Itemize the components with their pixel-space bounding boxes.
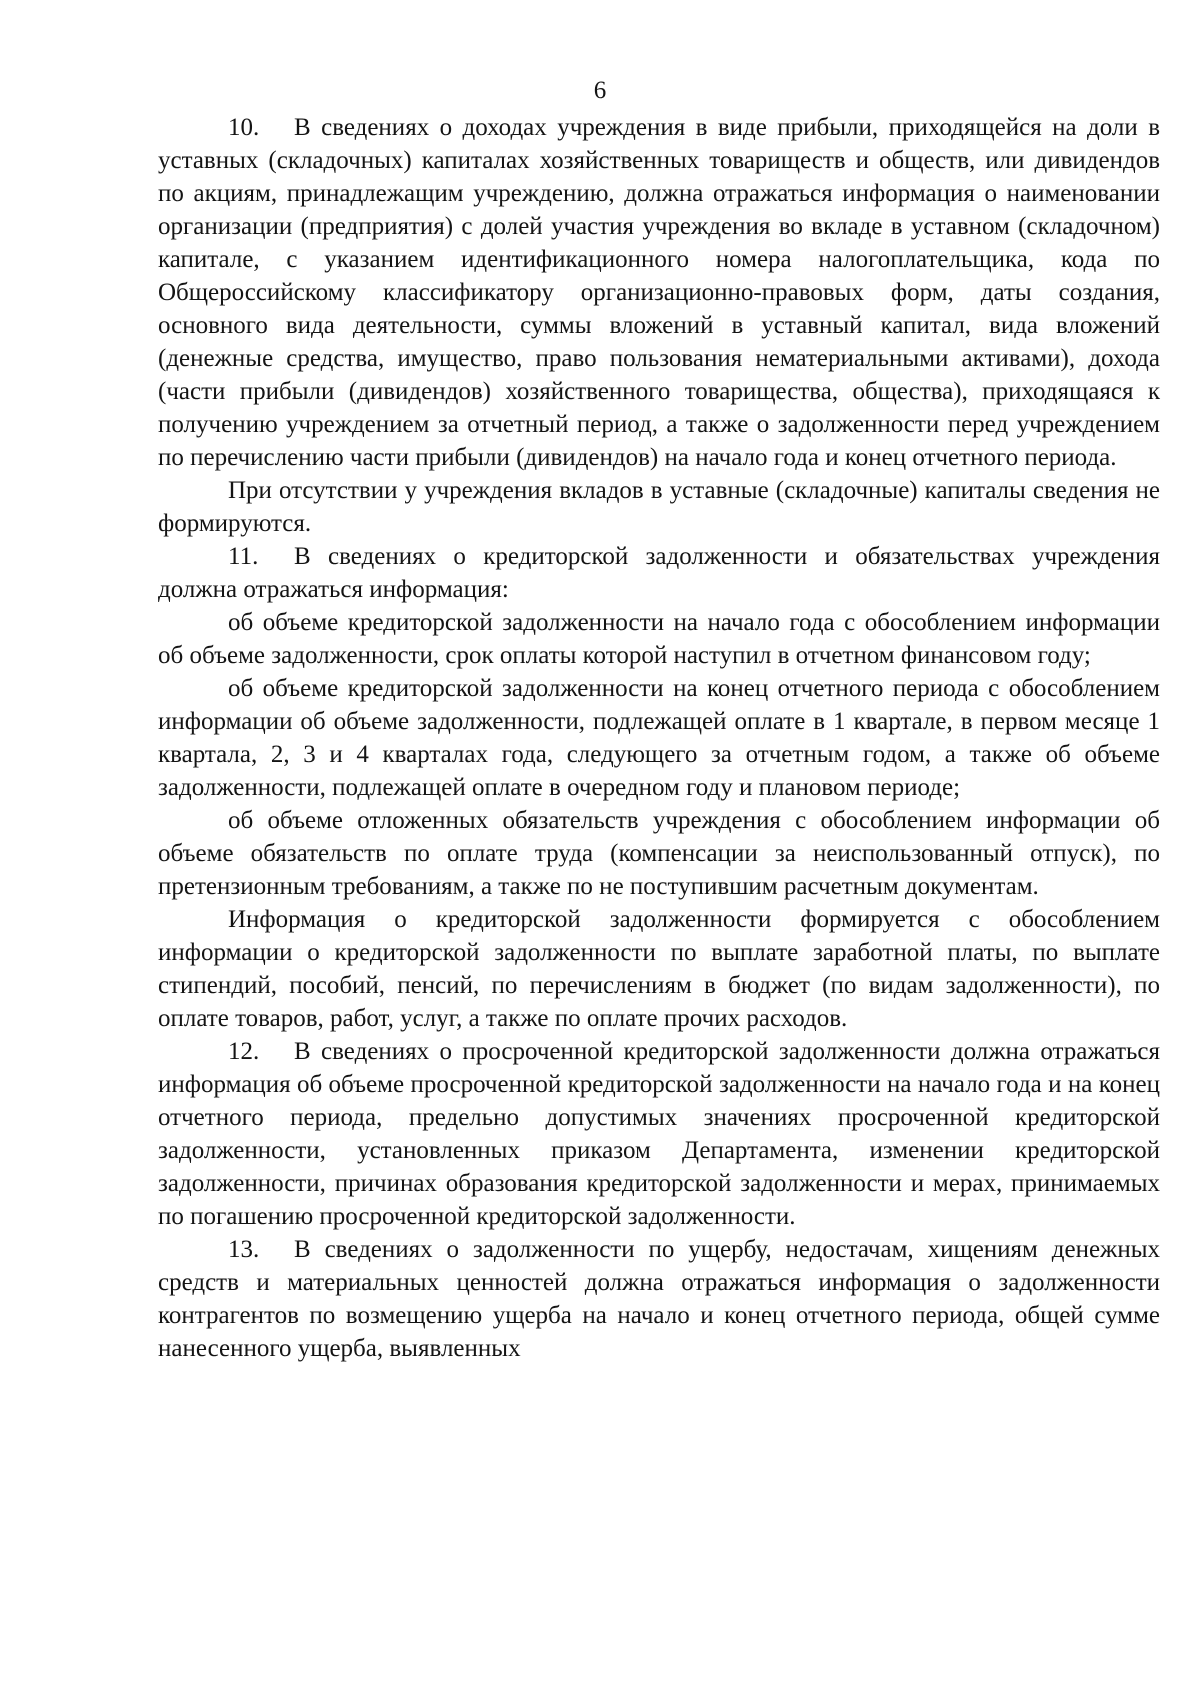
paragraph-payables-info <box>158 903 1160 1035</box>
paragraph-item-start-of-year <box>158 606 1160 672</box>
paragraph-number: 11. <box>228 543 259 570</box>
paragraph-text: об объеме кредиторской задолженности на начало года с обособлением информации об объеме задолженности, срок оплаты которой наступил в отчетном финансовом году; <box>158 609 1160 669</box>
paragraph-text: При отсутствии у учреждения вкладов в уставные (складочные) капиталы сведения не формируются. <box>158 477 1160 537</box>
paragraph-number: 13. <box>228 1236 260 1263</box>
paragraph-text: об объеме отложенных обязательств учреждения с обособлением информации об объеме обязательств по оплате труда (компенсации за неиспользованный отпуск), по претензионным требованиям, а также по не поступившим расчетным документам. <box>158 807 1160 900</box>
paragraph-text: В сведениях о кредиторской задолженности и обязательствах учреждения должна отражаться информация: <box>158 543 1160 603</box>
document-body <box>158 111 1160 1365</box>
paragraph-10 <box>158 111 1160 474</box>
paragraph-text: Информация о кредиторской задолженности формируется с обособлением информации о кредиторской задолженности по выплате заработной платы, по выплате стипендий, пособий, пенсий, по перечислениям в бюджет (по видам задолженности), по оплате товаров, работ, услуг, а также по оплате прочих расходов. <box>158 906 1160 1032</box>
paragraph-number: 12. <box>228 1038 260 1065</box>
paragraph-number: 10. <box>228 114 260 141</box>
paragraph-12 <box>158 1035 1160 1233</box>
paragraph-11 <box>158 540 1160 606</box>
page-number: 6 <box>593 77 607 104</box>
paragraph-13 <box>158 1233 1160 1365</box>
paragraph-text: об объеме кредиторской задолженности на конец отчетного периода с обособлением информации об объеме задолженности, подлежащей оплате в 1 квартале, в первом месяце 1 квартала, 2, 3 и 4 кварталах года, следующего за отчетным годом, а также об объеме задолженности, подлежащей оплате в очередном году и плановом периоде; <box>158 675 1160 801</box>
paragraph-item-deferred <box>158 804 1160 903</box>
paragraph-text: В сведениях о просроченной кредиторской задолженности должна отражаться информация об объеме просроченной кредиторской задолженности на начало года и на конец отчетного периода, предельно допустимых значениях просроченной кредиторской задолженности, установленных приказом Департамента, изменении кредиторской задолженности, причинах образования кредиторской задолженности и мерах, принимаемых по погашению просроченной кредиторской задолженности. <box>158 1038 1160 1230</box>
paragraph-text: В сведениях о доходах учреждения в виде прибыли, приходящейся на доли в уставных (складочных) капиталах хозяйственных товариществ и обществ, или дивидендов по акциям, принадлежащим учреждению, должна отражаться информация о наименовании организации (предприятия) с долей участия учреждения во вкладе в уставном (складочном) капитале, с указанием идентификационного номера налогоплательщика, кода по Общероссийскому классификатору организационно-правовых форм, даты создания, основного вида деятельности, суммы вложений в уставный капитал, вида вложений (денежные средства, имущество, право пользования нематериальными активами), дохода (части прибыли (дивидендов) хозяйственного товарищества, общества), приходящаяся к получению учреждением за отчетный период, а также о задолженности перед учреждением по перечислению части прибыли (дивидендов) на начало года и конец отчетного периода. <box>158 114 1160 471</box>
paragraph-item-end-of-period <box>158 672 1160 804</box>
paragraph-text: В сведениях о задолженности по ущербу, недостачам, хищениям денежных средств и материальных ценностей должна отражаться информация о задолженности контрагентов по возмещению ущерба на начало и конец отчетного периода, общей сумме нанесенного ущерба, выявленных <box>158 1236 1160 1362</box>
paragraph-no-investments <box>158 474 1160 540</box>
